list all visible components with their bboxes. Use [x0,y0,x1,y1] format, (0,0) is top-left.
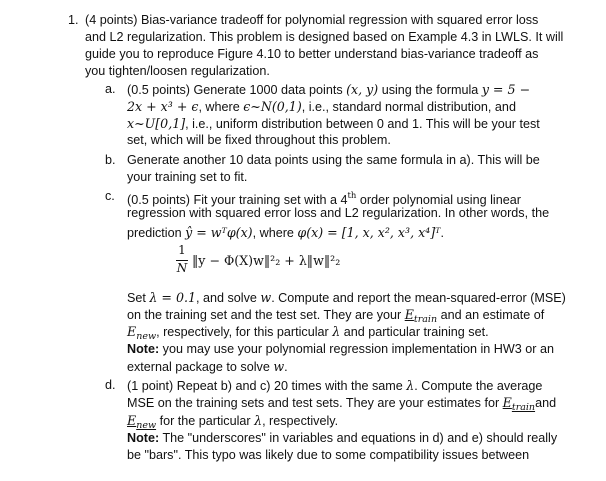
item-a-line-1: (0.5 points) Generate 1000 data points (x, y) using the formula y = 5 − [127,82,531,97]
item-c-line-1: (0.5 points) Fit your training set with a 4th order polynomial using linear [127,191,521,207]
problem-text-line-1: (4 points) Bias-variance tradeoff for polynomial regression with squared error loss [85,13,539,27]
equation-denominator: N [176,261,188,275]
problem-text-line-2: and L2 regularization. This problem is designed based on Example 4.3 in LWLS. It will [85,30,564,44]
problem-text-line-3: guide you to reproduce Figure 4.10 to better understand bias-variance tradeoff as [85,47,539,61]
item-c-label: c. [105,189,115,203]
item-c-note-line-1: Note: you may use your polynomial regression implementation in HW3 or an [127,342,554,356]
problem-text-line-4: you tighten/loosen regularization. [85,64,270,78]
equation-body: ‖y − Φ(X)w‖²₂ + λ‖w‖²₂ [192,253,341,268]
item-a-line-3: x~U[0,1], i.e., uniform distribution between 0 and 1. This will be your test [127,116,540,131]
item-d-line-1: (1 point) Repeat b) and c) 20 times with the same λ. Compute the average [127,378,543,393]
item-c-line-2: regression with squared error loss and L2 regularization. In other words, the [127,206,550,220]
item-b-line-2: your training set to fit. [127,170,248,184]
item-d-line-2: MSE on the training sets and test sets. They are your estimates for $E_{train}and$ [127,395,557,413]
item-c-line-6: on the training set and the test set. They are your $E_{train}$ and an estimate of [127,307,545,325]
item-d-line-3: $E_{new}$ for the particular λ, respectively. [127,413,339,431]
equation-numerator: 1 [178,243,186,257]
item-d-note-line-2: be "bars". This typo was likely due to some compatibility issues between [127,448,530,462]
item-d-label: d. [105,378,116,392]
item-c-note-line-2: external package to solve w. [127,359,288,374]
item-b-label: b. [105,153,116,167]
item-c-line-5: Set λ = 0.1, and solve w. Compute and report the mean-squared-error (MSE) [127,290,566,305]
item-a-line-4: set, which will be fixed throughout this problem. [127,133,391,147]
item-a-label: a. [105,82,116,96]
item-b-line-1: Generate another 10 data points using the same formula in a). This will be [127,153,540,167]
problem-number: 1. [68,13,79,27]
item-c-line-7: $E_{new}$, respectively, for this particular λ and particular training set. [127,324,489,342]
item-c-line-3: prediction ŷ = wᵀφ(x), where φ(x) = [1, x, x², x³, x⁴]ᵀ. [127,225,444,240]
item-d-note-line-1: Note: The "underscores" in variables and equations in d) and e) should really [127,431,558,445]
item-a-line-2: 2x + x³ + ϵ, where ϵ~N(0,1), i.e., standard normal distribution, and [127,99,516,114]
